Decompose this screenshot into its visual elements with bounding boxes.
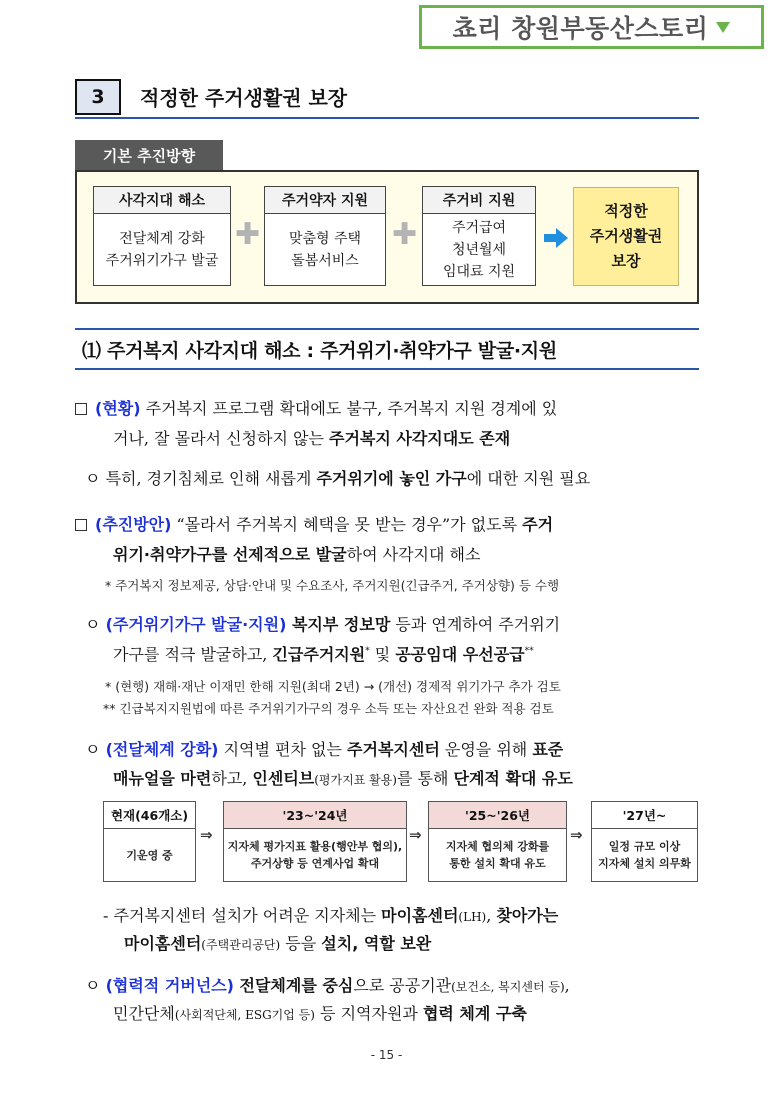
bullet-discovery <box>85 612 560 635</box>
bullet-text: 지역별 편차 없는 <box>218 740 348 759</box>
bullet-discovery-cont <box>113 642 534 665</box>
timeline-line: 지자체 설치 의무화 <box>598 857 691 870</box>
bullet-tag: (주거위기가구 발굴·지원) <box>105 615 287 634</box>
timeline-line: 지자체 협의체 강화를 <box>445 840 550 853</box>
timeline-head: '23~'24년 <box>224 802 406 829</box>
column-body <box>265 214 385 285</box>
dash-text: , <box>486 906 497 925</box>
column-head: 사각지대 해소 <box>94 187 230 214</box>
bullet-bold: 전달체계를 중심 <box>233 976 354 995</box>
paragraph-plan-cont <box>113 542 480 565</box>
paragraph-bold: 주거 <box>522 515 554 534</box>
paragraph-text: “몰라서 주거복지 혜택을 못 받는 경우”가 없도록 <box>171 515 523 534</box>
timeline-body <box>104 829 195 881</box>
column-line: 맞춤형 주택 <box>288 230 362 247</box>
down-triangle-icon <box>716 22 730 33</box>
bullet-text: 가구를 적극 발굴하고, <box>113 645 273 664</box>
bullet-text: 등 지역자원과 <box>314 1004 423 1023</box>
bullet-governance <box>85 973 570 996</box>
subsection-border-bottom <box>75 368 699 370</box>
dash-small: (주택관리공단) <box>201 938 281 952</box>
dash-bold: 마이홈센터 <box>124 934 202 953</box>
bullet-text: 운영을 위해 <box>439 740 533 759</box>
bullet-bold: 협력 체계 구축 <box>422 1004 527 1023</box>
timeline-stage-2324 <box>223 801 407 882</box>
checkbox-square-icon <box>75 403 87 415</box>
column-body <box>94 214 230 285</box>
footnote: * (현행) 재해·재난 이재민 한해 지원(최대 2년) → (개선) 경제적 위기가구 추가 검토 <box>105 679 561 694</box>
bullet-small: (평가지표 활용) <box>314 773 397 787</box>
bullet-bold: 공공임대 우선공급 <box>395 645 525 664</box>
bullet-text: , <box>564 976 570 995</box>
bullet-text: 하고, <box>211 769 253 788</box>
bullet-text: 으로 공공기관 <box>353 976 452 995</box>
bullet-text: 등과 연계하여 주거위기 <box>390 615 561 634</box>
bullet-mark: ㅇ <box>85 740 101 759</box>
bullet-governance-cont <box>113 1001 527 1024</box>
timeline-head: '27년~ <box>592 802 697 829</box>
dash-small: (LH) <box>458 910 487 924</box>
bullet-bold: 주거위기에 놓인 가구 <box>316 469 467 488</box>
paragraph-status <box>75 396 557 419</box>
section-title: 적정한 주거생활권 보장 <box>140 86 348 110</box>
paragraph-text: 거나, 잘 몰라서 신청하지 않는 <box>113 429 329 448</box>
double-arrow-icon: ⇒ <box>409 826 422 844</box>
goal-line: 주거생활권 <box>589 227 663 245</box>
plus-icon: ✚ <box>392 217 418 252</box>
dash-text: 등을 <box>280 934 322 953</box>
paragraph-status-cont <box>113 426 510 449</box>
timeline-line: 일정 규모 이상 <box>608 840 681 853</box>
page-number: - 15 - <box>370 1048 403 1062</box>
column-line: 주거급여 <box>451 219 507 236</box>
section-number: 3 <box>75 79 121 115</box>
dash-bold: 설치, 역할 보완 <box>321 934 432 953</box>
bullet-bold: 인센티브 <box>252 769 315 788</box>
footnote-marker: * <box>365 646 370 657</box>
footnote: * 주거복지 정보제공, 상담·안내 및 수요조사, 주거지원(긴급주거, 주거상향) 등 수행 <box>105 578 560 593</box>
column-line: 청년월세 <box>451 241 507 258</box>
paragraph-bold: 위기·취약가구를 선제적으로 발굴 <box>113 545 347 564</box>
column-body <box>423 214 535 285</box>
dash-myhome <box>103 903 558 926</box>
checkbox-square-icon <box>75 519 87 531</box>
bullet-bold: 표준 <box>532 740 564 759</box>
timeline-line: 주거상향 등 연계사업 확대 <box>250 857 380 870</box>
paragraph-text: 하여 사각지대 해소 <box>346 545 481 564</box>
bullet-text: 및 <box>369 645 396 664</box>
dash-myhome-cont <box>124 931 431 954</box>
paragraph-bold: 주거복지 사각지대도 존재 <box>329 429 511 448</box>
goal-box <box>573 187 679 286</box>
bullet-small: (보건소, 복지센터 등) <box>451 980 565 994</box>
dash-bold: 마이홈센터 <box>381 906 459 925</box>
timeline-head: '25~'26년 <box>429 802 566 829</box>
footnote: ** 긴급복지지원법에 따른 주거위기가구의 경우 소득 또는 자산요건 완화 적용 검토 <box>103 701 554 716</box>
right-arrow-icon <box>544 228 568 248</box>
bullet-bold: 단계적 확대 유도 <box>453 769 573 788</box>
timeline-body <box>429 829 566 881</box>
timeline-stage-27 <box>591 801 698 882</box>
column-line: 주거위기가구 발굴 <box>105 252 219 269</box>
direction-column-blind-spot <box>93 186 231 286</box>
bullet-bold: 복지부 정보망 <box>286 615 391 634</box>
direction-column-vulnerable <box>264 186 386 286</box>
plus-icon: ✚ <box>235 217 261 252</box>
dash-mark: - <box>103 906 109 925</box>
bullet-text: 특히, 경기침체로 인해 새롭게 <box>105 469 317 488</box>
bullet-mark: ㅇ <box>85 469 101 488</box>
subsection-border-top <box>75 328 699 330</box>
paragraph-plan <box>75 512 553 535</box>
bullet-mark: ㅇ <box>85 976 101 995</box>
bullet-bold: 긴급주거지원 <box>272 645 366 664</box>
dash-text: 주거복지센터 설치가 어려운 지자체는 <box>113 906 382 925</box>
timeline-line: 통한 설치 확대 유도 <box>449 857 546 870</box>
bullet-recession <box>85 466 590 489</box>
timeline-line: 지자체 평가지표 활용(행안부 협의), <box>227 840 403 853</box>
bullet-text: 에 대한 지원 필요 <box>466 469 591 488</box>
bullet-tag: (협력적 거버넌스) <box>105 976 234 995</box>
basic-direction-label: 기본 추진방향 <box>75 140 223 170</box>
direction-column-housing-cost <box>422 186 536 286</box>
bullet-delivery <box>85 737 563 760</box>
double-arrow-icon: ⇒ <box>200 826 213 844</box>
dash-bold: 찾아가는 <box>496 906 559 925</box>
timeline-stage-2526 <box>428 801 567 882</box>
bullet-mark: ㅇ <box>85 615 101 634</box>
paragraph-tag: (추진방안) <box>95 515 172 534</box>
column-head: 주거비 지원 <box>423 187 535 214</box>
brand-logo <box>419 5 764 49</box>
column-head: 주거약자 지원 <box>265 187 385 214</box>
goal-line: 적정한 <box>604 202 648 220</box>
bullet-text: 민간단체 <box>113 1004 175 1023</box>
section-divider <box>75 117 699 119</box>
double-arrow-icon: ⇒ <box>570 826 583 844</box>
timeline-stage-current <box>103 801 196 882</box>
bullet-tag: (전달체계 강화) <box>105 740 219 759</box>
paragraph-tag: (현황) <box>95 399 141 418</box>
paragraph-text: 주거복지 프로그램 확대에도 불구, 주거복지 지원 경계에 있 <box>140 399 558 418</box>
column-line: 전달체계 강화 <box>119 230 205 247</box>
bullet-small: (사회적단체, ESG기업 등) <box>174 1008 315 1022</box>
timeline-body <box>592 829 697 881</box>
bullet-bold: 매뉴얼을 마련 <box>113 769 212 788</box>
footnote-marker: ** <box>524 646 534 657</box>
timeline-line: 기운영 중 <box>126 848 173 862</box>
timeline-body <box>224 829 406 881</box>
subsection-title: ⑴ 주거복지 사각지대 해소 : 주거위기·취약가구 발굴·지원 <box>82 340 557 362</box>
logo-text: 쵸리 창원부동산스토리 <box>452 14 709 43</box>
goal-line: 보장 <box>611 252 641 270</box>
timeline-head: 현재(46개소) <box>104 802 195 829</box>
bullet-delivery-cont <box>113 766 573 789</box>
bullet-bold: 주거복지센터 <box>347 740 440 759</box>
bullet-text: 를 통해 <box>396 769 454 788</box>
column-line: 임대료 지원 <box>442 263 516 280</box>
column-line: 돌봄서비스 <box>291 252 359 269</box>
